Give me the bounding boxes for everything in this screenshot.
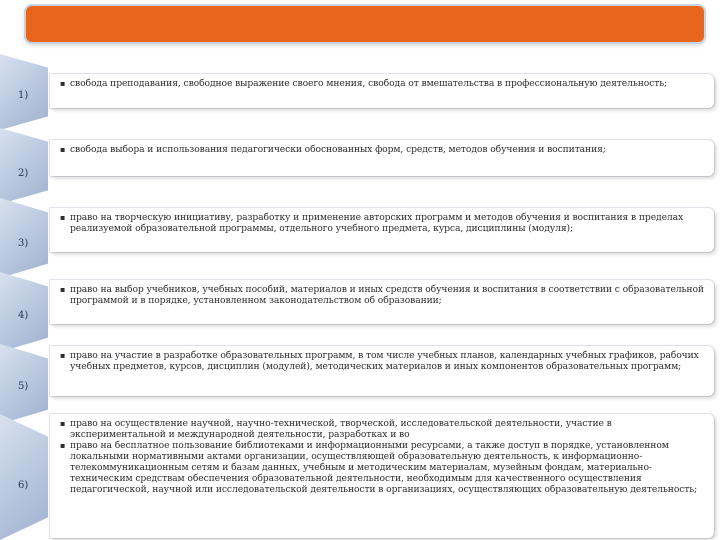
item-panel-1 bbox=[50, 74, 714, 108]
item-number-1: 1) bbox=[18, 90, 29, 101]
item-number-4: 4) bbox=[18, 310, 29, 321]
item-number-3: 3) bbox=[18, 238, 29, 249]
bullet-6-2: ▪ право на бесплатное пользование библиотеками и информационными ресурсами, а также доступ в порядке, установленном локальными нормативными актами организации, осуществляющей образовательную деятельность, к информационно-телекоммуникационным сетям и базам данных, учебным и методическим материалам, музейным фондам, материально-техническим средствам обеспечения образовательной деятельности, необходимым для качественного осуществления педагогической, научной или исследовательской деятельности в организациях, осуществляющих образовательную деятельность; bbox=[60, 440, 698, 495]
item-panel-5 bbox=[50, 346, 714, 396]
item-number-5: 5) bbox=[18, 381, 29, 392]
bullet-5-1: ▪ право на участие в разработке образовательных программ, в том числе учебных планов, календарных учебных графиков, рабочих учебных предметов, курсов, дисциплин (модулей), методических материалов и иных компонентов образовательных программ; bbox=[60, 350, 699, 372]
bullet-3-1: ▪ право на творческую инициативу, разработку и применение авторских программ и методов обучения и воспитания в пределах реализуемой образовательной программы, отдельного учебного предмета, курса, дисциплины (модуля); bbox=[60, 212, 684, 234]
bullet-dot: ▪ bbox=[60, 351, 66, 360]
item-number-2: 2) bbox=[18, 168, 29, 179]
title-bar bbox=[26, 6, 704, 42]
bullet-dot: ▪ bbox=[60, 145, 66, 154]
bullet-2-1: ▪ свобода выбора и использования педагогически обоснованных форм, средств, методов обучения и воспитания; bbox=[60, 144, 606, 155]
bullet-4-1: ▪ право на выбор учебников, учебных пособий, материалов и иных средств обучения и воспитания в соответствии с образовательной программой и в порядке, установленном законодательством об образовании; bbox=[60, 284, 704, 306]
item-panel-2 bbox=[50, 140, 714, 176]
item-panel-3 bbox=[50, 208, 714, 252]
bullet-dot: ▪ bbox=[60, 285, 66, 294]
chevron-2 bbox=[0, 128, 48, 204]
bullet-1-1: ▪ свобода преподавания, свободное выражение своего мнения, свобода от вмешательства в профессиональную деятельность; bbox=[60, 78, 668, 89]
item-panel-4 bbox=[50, 280, 714, 324]
bullet-dot: ▪ bbox=[60, 441, 66, 450]
item-number-6: 6) bbox=[18, 480, 29, 491]
bullet-dot: ▪ bbox=[60, 419, 66, 428]
bullet-dot: ▪ bbox=[60, 213, 66, 222]
chevron-6 bbox=[0, 414, 48, 540]
bullet-dot: ▪ bbox=[60, 79, 66, 88]
bullet-6-1: ▪ право на осуществление научной, научно-технической, творческой, исследовательской деятельности, участие в экспериментальной и международной деятельности, разработках и во bbox=[60, 418, 612, 440]
item-panel-6 bbox=[50, 414, 714, 538]
